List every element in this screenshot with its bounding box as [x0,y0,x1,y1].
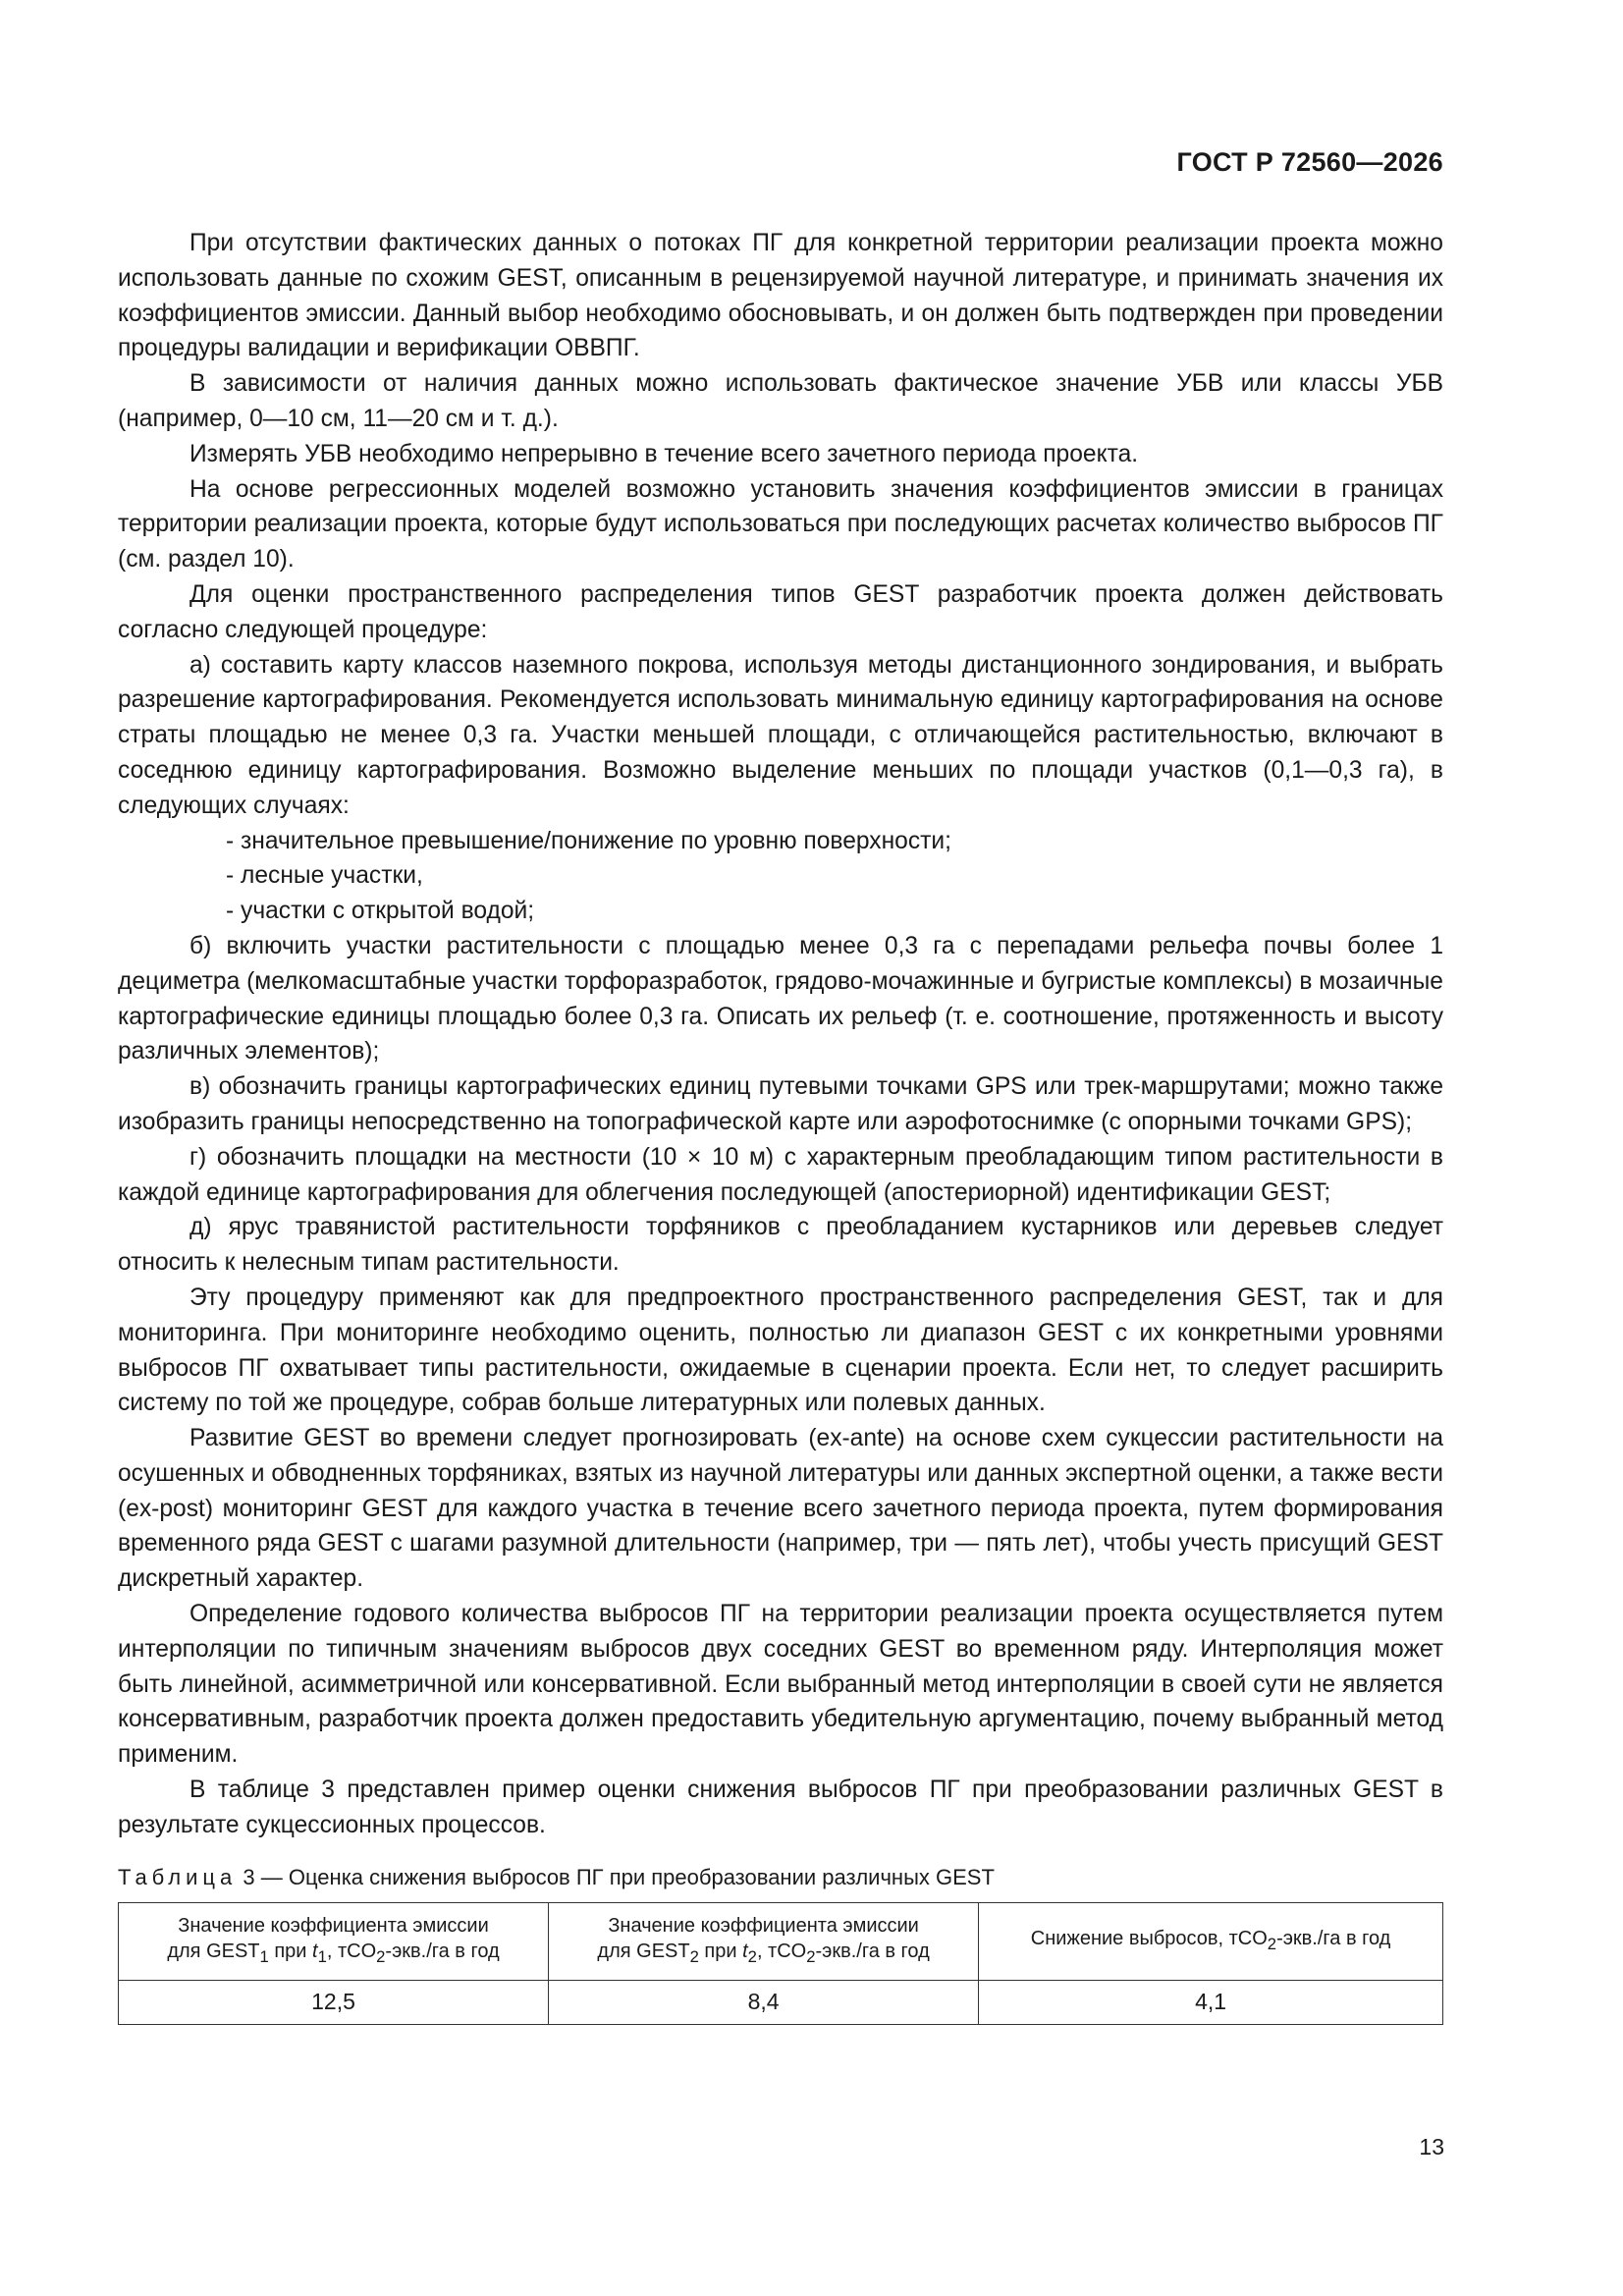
table-cell-gest2-value: 8,4 [549,1980,979,2024]
list-item-a: а) составить карту классов наземного покрова, используя методы дистанционного зондирования, и выбрать разрешение картографирования. Рекомендуется использовать минимальную единицу картографирования на основе страты площадью не менее 0,3 га. Участки меньшей площади, с отличающейся растительностью, включают в соседнюю единицу картографирования. Возможно выделение меньших по площади участков (0,1—0,3 га), в следующих случаях: [118,651,1443,819]
dash-list-item: - участки с открытой водой; [226,898,535,925]
paragraph: При отсутствии фактических данных о потоках ПГ для конкретной территории реализации проекта можно использовать данные по схожим GEST, описанным в рецензируемой научной литературе, и принимать значения их коэффициентов эмиссии. Данный выбор необходимо обосновывать, и он должен быть подтвержден при проведении процедуры валидации и верификации ОВВПГ. [118,230,1443,362]
page-number: 13 [1419,2134,1444,2159]
paragraph: Определение годового количества выбросов ПГ на территории реализации проекта осуществляется путем интерполяции по типичным значениям выбросов двух соседних GEST во временном ряду. Интерполяция может быть линейной, асимметричной или консервативной. Если выбранный метод интерполяции в своей сути не является консервативным, разработчик проекта должен предоставить убедительную аргументацию, почему выбранный метод применим. [118,1601,1443,1769]
column-header-gest2: Значение коэффициента эмиссии для $GEST_2$ при $t_2$, тCO$_2$-экв./га в год [549,1902,979,1980]
table-header-row [119,1902,1443,1980]
table-cell-reduction-value: 4,1 [979,1980,1443,2024]
paragraph: В таблице 3 представлен пример оценки снижения выбросов ПГ при преобразовании различных GEST в результате сукцессионных процессов. [118,1777,1443,1838]
table-caption-text: 3 — Оценка снижения выбросов ПГ при преобразовании различных GEST [237,1864,995,1889]
list-item-g: г) обозначить площадки на местности (10 × 10 м) с характерным преобладающим типом растительности в каждой единице картографирования для облегчения последующей (апостериорной) идентификации GEST; [118,1143,1443,1206]
list-item-b: б) включить участки растительности с площадью менее 0,3 га с перепадами рельефа почвы более 1 дециметра (мелкомасштабные участки торфоразработок, грядово-мочажинные и бугристые комплексы) в мозаичные картографические единицы площадью более 0,3 га. Описать их рельеф (т. е. соотношение, протяженность и высоту различных элементов); [118,932,1443,1066]
column-header-reduction: Снижение выбросов, тCO$_2$-экв./га в год [979,1902,1443,1980]
table-caption-label: Таблица [118,1864,238,1889]
page-content [118,226,1443,2025]
emission-reduction-table [118,1902,1443,2025]
document-code-header: ГОСТ Р 72560—2026 [1176,147,1443,177]
list-item-v: в) обозначить границы картографических единиц путевыми точками GPS или трек-маршрутами; можно также изобразить границы непосредственно на топографической карте или аэрофотоснимке (с опорными точками GPS); [118,1073,1443,1135]
paragraph: Эту процедуру применяют как для предпроектного пространственного распределения GEST, так и для мониторинга. При мониторинге необходимо оценить, полностью ли диапазон GEST с их конкретными уровнями выбросов ПГ охватывает типы растительности, ожидаемые в сценарии проекта. Если нет, то следует расширить систему по той же процедуре, собрав больше литературных или полевых данных. [118,1284,1443,1417]
list-item-d: д) ярус травянистой растительности торфяников с преобладанием кустарников или деревьев следует относить к нелесным типам растительности. [118,1214,1443,1277]
paragraph: Измерять УБВ необходимо непрерывно в течение всего зачетного периода проекта. [189,440,1139,467]
dash-list-item: - значительное превышение/понижение по уровню поверхности; [226,827,951,854]
paragraph: На основе регрессионных моделей возможно установить значения коэффициентов эмиссии в границах территории реализации проекта, которые будут использоваться при последующих расчетах количество выбросов ПГ (см. раздел 10). [118,475,1443,574]
paragraph: Развитие GEST во времени следует прогнозировать (ex-ante) на основе схем сукцессии растительности на осушенных и обводненных торфяниках, взятых из научной литературы или данных экспертной оценки, а также вести (ex-post) мониторинг GEST для каждого участка в течение всего зачетного периода проекта, путем формирования временного ряда GEST с шагами разумной длительности (например, три — пять лет), чтобы учесть присущий GEST дискретный характер. [118,1425,1443,1593]
table-row [119,1980,1443,2024]
paragraph: В зависимости от наличия данных можно использовать фактическое значение УБВ или классы УБВ (например, 0—10 см, 11—20 см и т. д.). [118,370,1443,432]
dash-list-item: - лесные участки, [226,862,423,890]
table-cell-gest1-value: 12,5 [119,1980,549,2024]
table-caption [118,1863,1443,1892]
paragraph: Для оценки пространственного распределения типов GEST разработчик проекта должен действовать согласно следующей процедуре: [118,580,1443,643]
column-header-gest1: Значение коэффициента эмиссии для $GEST_1$ при $t_1$, тCO$_2$-экв./га в год [119,1902,549,1980]
